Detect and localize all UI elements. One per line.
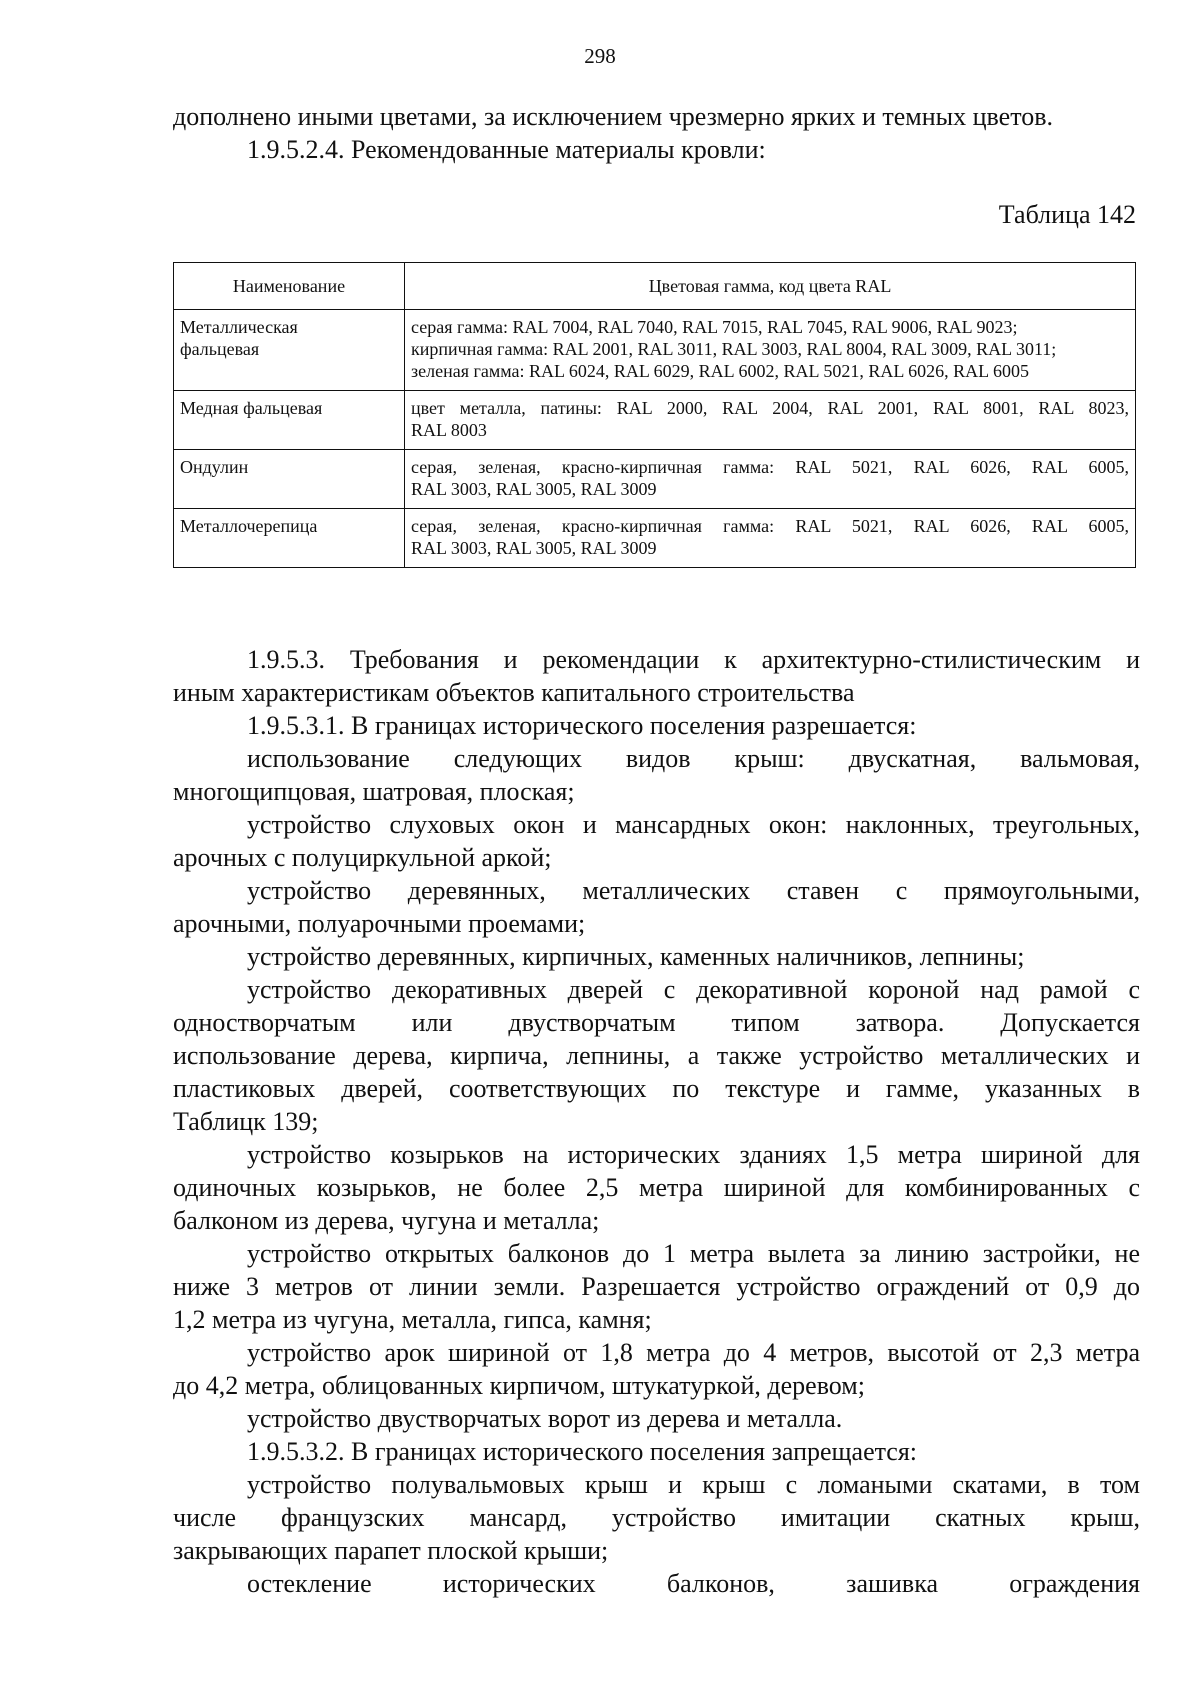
- text-line: устройство деревянных, металлических ставен с прямоугольными,: [247, 876, 1140, 905]
- color-range-line: серая, зеленая, красно-кирпичная гамма: RAL 5021, RAL 6026, RAL 6005,: [411, 516, 1129, 536]
- material-name-line: Ондулин: [180, 457, 249, 477]
- color-range-line: зеленая гамма: RAL 6024, RAL 6029, RAL 6002, RAL 5021, RAL 6026, RAL 6005: [411, 361, 1029, 381]
- text-line: устройство двустворчатых ворот из дерева и металла.: [247, 1404, 843, 1433]
- color-range: [405, 391, 1136, 450]
- color-range-line: серая, зеленая, красно-кирпичная гамма: RAL 5021, RAL 6026, RAL 6005,: [411, 457, 1129, 477]
- section-heading-1-9-5-3-2: 1.9.5.3.2. В границах исторического поселения запрещается:: [247, 1437, 918, 1466]
- text-line: 1,2 метра из чугуна, металла, гипса, камня;: [173, 1305, 652, 1334]
- text-line: устройство декоративных дверей с декоративной короной над рамой с: [247, 975, 1140, 1004]
- text-line: устройство слуховых окон и мансардных окон: наклонных, треугольных,: [247, 810, 1140, 839]
- text-line: остекление исторических балконов, зашивка ограждения: [247, 1569, 1140, 1598]
- text-line: балконом из дерева, чугуна и металла;: [173, 1206, 600, 1235]
- text-line: использование следующих видов крыш: двускатная, вальмовая,: [247, 744, 1140, 773]
- material-name: [174, 509, 405, 568]
- intro-line: дополнено иными цветами, за исключением чрезмерно ярких и темных цветов.: [173, 102, 1053, 131]
- header-color-range: Цветовая гамма, код цвета RAL: [405, 263, 1136, 310]
- text-line: пластиковых дверей, соответствующих по текстуре и гамме, указанных в: [173, 1074, 1140, 1103]
- color-range-line: цвет металла, патины: RAL 2000, RAL 2004, RAL 2001, RAL 8001, RAL 8023,: [411, 398, 1129, 418]
- roof-materials-table: [173, 262, 1136, 568]
- color-range: [405, 509, 1136, 568]
- text-line: до 4,2 метра, облицованных кирпичом, штукатуркой, деревом;: [173, 1371, 865, 1400]
- material-name-line: Медная фальцевая: [180, 398, 323, 418]
- text-line: устройство полувальмовых крыш и крыш с ломаными скатами, в том: [247, 1470, 1140, 1499]
- text-line: Таблицк 139;: [173, 1107, 319, 1136]
- header-name: Наименование: [174, 263, 405, 310]
- table-row: [174, 391, 1136, 450]
- text-line: устройство деревянных, кирпичных, каменных наличников, лепнины;: [247, 942, 1025, 971]
- color-range-line: RAL 8003: [411, 420, 487, 440]
- table-header-row: [174, 263, 1136, 310]
- color-range-line: серая гамма: RAL 7004, RAL 7040, RAL 7015, RAL 7045, RAL 9006, RAL 9023;: [411, 317, 1018, 337]
- text-line: устройство открытых балконов до 1 метра вылета за линию застройки, не: [247, 1239, 1140, 1268]
- material-name-line: Металлическая: [180, 317, 298, 337]
- material-name-line: Металлочерепица: [180, 516, 318, 536]
- section-heading-1-9-5-3: 1.9.5.3. Требования и рекомендации к архитектурно-стилистическим и: [247, 645, 1140, 674]
- text-line: числе французских мансард, устройство имитации скатных крыш,: [173, 1503, 1140, 1532]
- color-range-line: RAL 3003, RAL 3005, RAL 3009: [411, 479, 657, 499]
- color-range: [405, 310, 1136, 391]
- text-line: закрывающих парапет плоской крыши;: [173, 1536, 609, 1565]
- table-row: [174, 310, 1136, 391]
- text-line: арочных с полуциркульной аркой;: [173, 843, 552, 872]
- text-line: использование дерева, кирпича, лепнины, а также устройство металлических и: [173, 1041, 1140, 1070]
- material-name: [174, 310, 405, 391]
- material-name-line: фальцевая: [180, 339, 260, 359]
- text-line: устройство арок шириной от 1,8 метра до 4 метров, высотой от 2,3 метра: [247, 1338, 1140, 1367]
- material-name: [174, 450, 405, 509]
- text-line: арочными, полуарочными проемами;: [173, 909, 586, 938]
- color-range: [405, 450, 1136, 509]
- text-line: иным характеристикам объектов капитального строительства: [173, 678, 855, 707]
- page-number: 298: [584, 44, 616, 68]
- section-heading-1-9-5-3-1: 1.9.5.3.1. В границах исторического поселения разрешается:: [247, 711, 917, 740]
- text-line: многощипцовая, шатровая, плоская;: [173, 777, 575, 806]
- text-line: одностворчатым или двустворчатым типом затвора. Допускается: [173, 1008, 1140, 1037]
- section-heading-1-9-5-2-4: 1.9.5.2.4. Рекомендованные материалы кровли:: [247, 135, 766, 164]
- text-line: устройство козырьков на исторических зданиях 1,5 метра шириной для: [247, 1140, 1140, 1169]
- table-row: [174, 450, 1136, 509]
- table-caption: Таблица 142: [998, 200, 1136, 229]
- text-line: одиночных козырьков, не более 2,5 метра шириной для комбинированных с: [173, 1173, 1140, 1202]
- material-name: [174, 391, 405, 450]
- table-row: [174, 509, 1136, 568]
- color-range-line: кирпичная гамма: RAL 2001, RAL 3011, RAL 3003, RAL 8004, RAL 3009, RAL 3011;: [411, 339, 1057, 359]
- text-line: ниже 3 метров от линии земли. Разрешается устройство ограждений от 0,9 до: [173, 1272, 1140, 1301]
- color-range-line: RAL 3003, RAL 3005, RAL 3009: [411, 538, 657, 558]
